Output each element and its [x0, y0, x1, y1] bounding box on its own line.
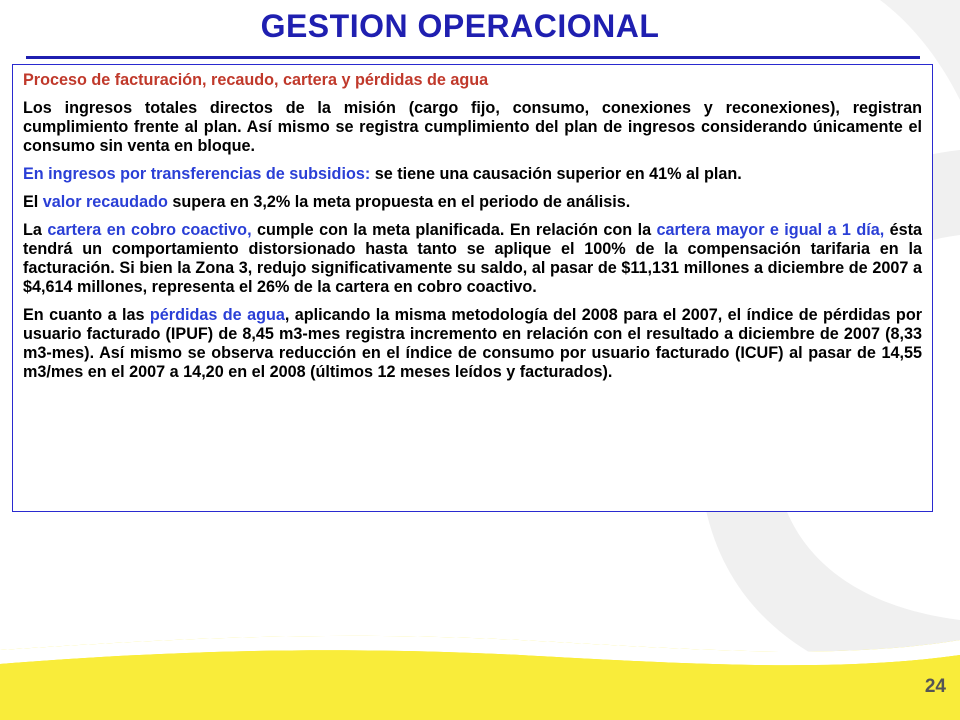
paragraph-recaudo-pre: El [23, 193, 43, 211]
paragraph-cartera [23, 221, 922, 297]
title-underline [26, 56, 920, 59]
paragraph-cartera-mid: cumple con la meta planificada. En relación con la [251, 221, 657, 239]
slide-title: GESTION OPERACIONAL [260, 8, 660, 44]
highlight-valor-recaudado: valor recaudado [42, 193, 168, 211]
paragraph-recaudo [23, 193, 922, 212]
paragraph-cartera-pre: La [23, 221, 48, 239]
section-heading: Proceso de facturación, recaudo, cartera y pérdidas de agua [23, 71, 489, 89]
highlight-cartera-coactivo: cartera en cobro coactivo, [47, 221, 252, 239]
paragraph-cartera-text: ésta tendrá un comportamiento distorsionado hasta tanto se aplique el 100% de la compensación tarifaria en la facturación. Si bien la Zona 3, redujo significativamente su saldo, al pasar de $11,131 millones a diciembre de 2007 a $4,614 millones, representa el 26% de la cartera en cobro coactivo. [23, 221, 923, 296]
content-box [12, 64, 933, 512]
highlight-subsidios: En ingresos por transferencias de subsidios: [23, 165, 371, 183]
page-number: 24 [924, 676, 946, 697]
highlight-cartera-mayor: cartera mayor e igual a 1 día, [656, 221, 885, 239]
highlight-perdidas-agua: pérdidas de agua [149, 306, 285, 324]
paragraph-subsidios-text: se tiene una causación superior en 41% al plan. [370, 165, 742, 183]
paragraph-perdidas-text: , aplicando la misma metodología del 2008 para el 2007, el índice de pérdidas por usuario facturado (IPUF) de 8,45 m3-mes registra incremento en relación con el resultado a diciembre de 2007 (8,33 m3-mes). Así mismo se observa reducción en el índice de consumo por usuario facturado (ICUF) al pasar de 14,55 m3/mes en el 2007 a 14,20 en el 2008 (últimos 12 meses leídos y facturados). [23, 306, 923, 381]
paragraph-recaudo-text: supera en 3,2% la meta propuesta en el periodo de análisis. [167, 193, 631, 211]
paragraph-perdidas-pre: En cuanto a las [23, 306, 150, 324]
paragraph-perdidas [23, 306, 922, 382]
paragraph-subsidios [23, 165, 922, 184]
paragraph-ingresos: Los ingresos totales directos de la misión (cargo fijo, consumo, conexiones y reconexiones), registran cumplimiento frente al plan. Así mismo se registra cumplimiento del plan de ingresos considerando únicamente el consumo sin venta en bloque. [23, 99, 922, 155]
